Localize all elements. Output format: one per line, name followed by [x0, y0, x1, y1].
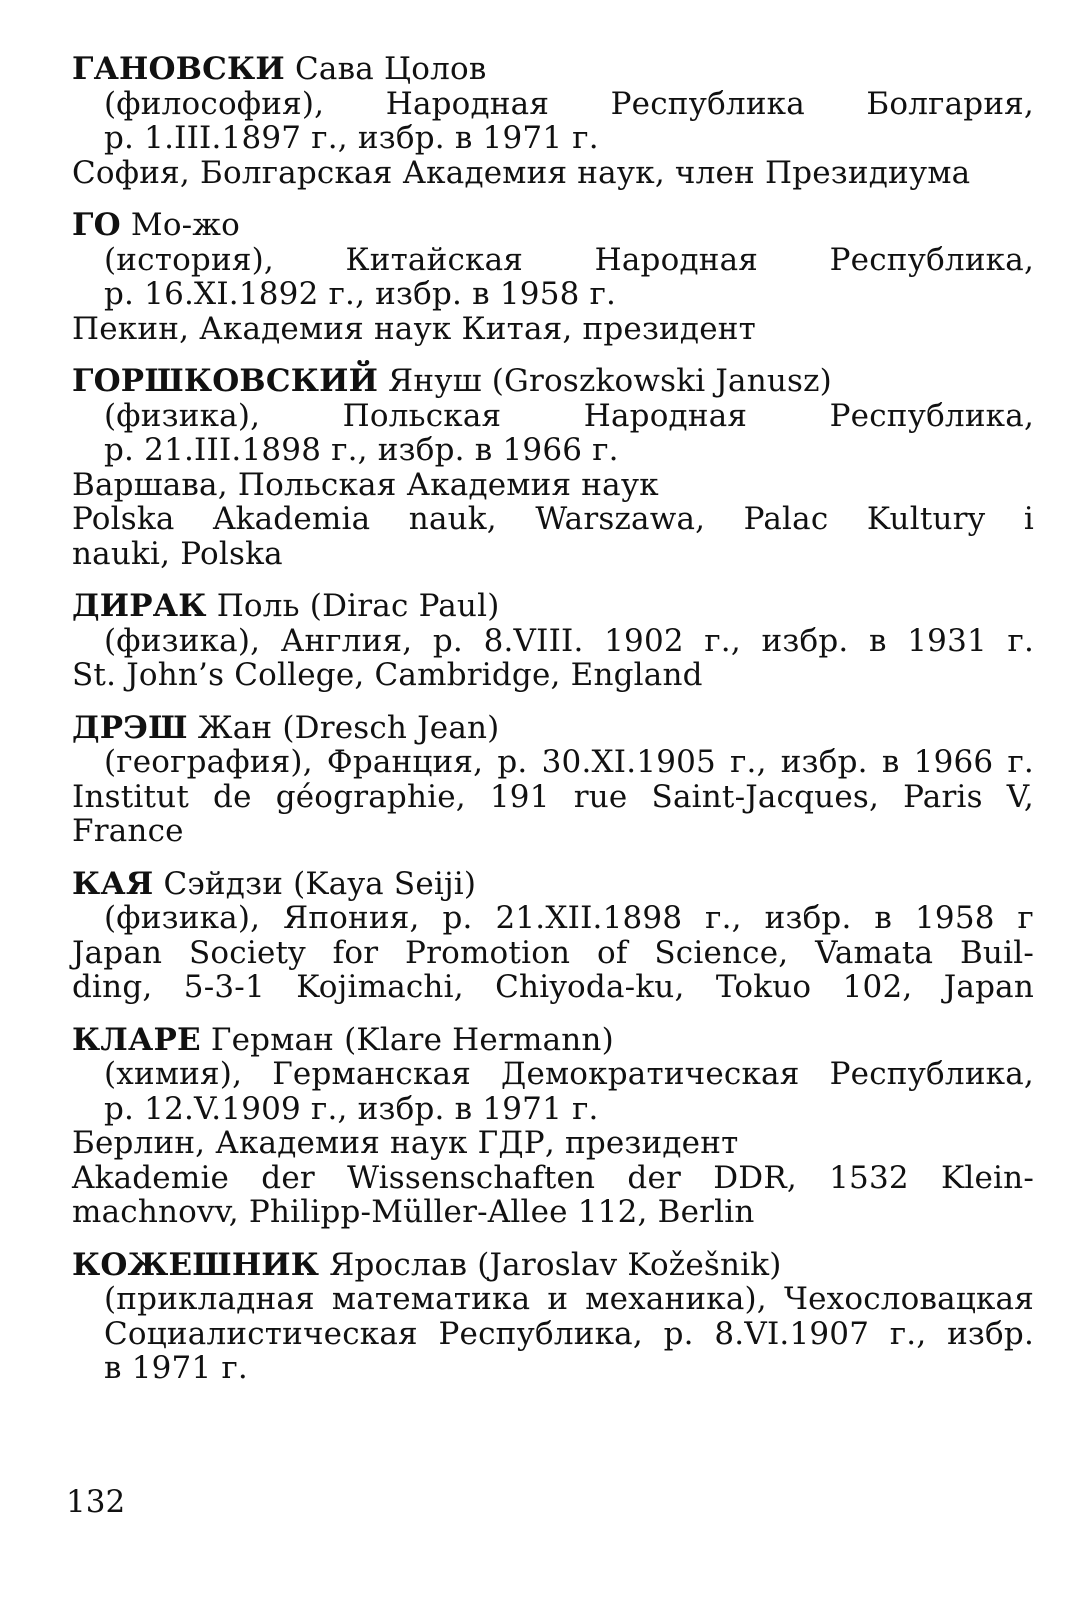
entry-surname: ДРЭШ	[72, 709, 188, 746]
entry-surname: ГО	[72, 207, 121, 243]
entry-field: (история), Китайская Народная Республика,	[104, 241, 1034, 278]
entry-address: Akademie der Wissenschaften der DDR, 1532 Klein-	[72, 1159, 1034, 1196]
entry-name: Януш (Groszkowski Janusz)	[388, 363, 832, 399]
entry-surname: КЛАРЕ	[72, 1021, 201, 1058]
entry-name: Ярослав (Jaroslav Kožešnik)	[329, 1246, 782, 1283]
entry-address: Пекин, Академия наук Китая, президент	[72, 310, 756, 347]
entry-surname: ГОРШКОВСКИЙ	[72, 363, 379, 399]
entry-name: Жан (Dresch Jean)	[197, 709, 500, 746]
entry-born: р. 12.V.1909 г., избр. в 1971 г.	[104, 1090, 599, 1127]
entry-address: St. John’s College, Cambridge, England	[72, 657, 703, 693]
entry-heading	[72, 589, 1034, 624]
entry-ganovski	[72, 52, 1034, 190]
entry-dirac	[72, 589, 1034, 693]
entry-address: nauki, Polska	[72, 535, 283, 572]
entry-name: Сава Цолов	[294, 51, 487, 87]
dictionary-page	[72, 52, 1034, 1404]
entry-name: Сэйдзи (Kaya Seiji)	[163, 865, 477, 902]
entry-address: France	[72, 813, 184, 849]
entry-born: в 1971 г.	[104, 1350, 248, 1386]
entry-field: (география), Франция, р. 30.XI.1905 г., избр. в 1966 г.	[104, 744, 1034, 780]
entry-born: р. 21.III.1898 г., избр. в 1966 г.	[104, 432, 619, 468]
entry-heading	[72, 208, 1034, 243]
entry-field: (химия), Германская Демократическая Республика,	[104, 1056, 1034, 1092]
entry-address: ding, 5-3-1 Kojimachi, Chiyoda-ku, Tokuo 102, Japan	[72, 969, 1034, 1005]
entry-born: р. 16.XI.1892 г., избр. в 1958 г.	[104, 276, 617, 312]
entry-heading	[72, 1248, 1034, 1283]
entry-surname: ДИРАК	[72, 588, 207, 624]
entry-heading	[72, 364, 1034, 399]
page-number: 132	[66, 1484, 126, 1520]
entry-address: Japan Society for Promotion of Science, Vamata Buil-	[72, 934, 1034, 971]
entry-field: (физика), Польская Народная Республика,	[104, 397, 1034, 434]
entry-heading	[72, 867, 1034, 902]
entry-name: Герман (Klare Hermann)	[210, 1021, 614, 1058]
entry-field: (философия), Народная Республика Болгария,	[104, 85, 1034, 122]
entry-name: Мо-жо	[130, 207, 240, 243]
entry-surname: КОЖЕШНИК	[72, 1246, 320, 1283]
entry-surname: КАЯ	[72, 865, 154, 902]
entry-address: Берлин, Академия наук ГДР, президент	[72, 1125, 739, 1161]
entry-go	[72, 208, 1034, 346]
entry-address: Institut de géographie, 191 rue Saint-Jacques, Paris V,	[72, 778, 1034, 815]
entry-field: (физика), Англия, р. 8.VIII. 1902 г., избр. в 1931 г.	[104, 622, 1034, 659]
entry-klare	[72, 1023, 1034, 1230]
entry-kaya	[72, 867, 1034, 1005]
entry-address: София, Болгарская Академия наук, член Президиума	[72, 154, 971, 191]
entry-field: Социалистическая Республика, р. 8.VI.1907 г., избр.	[104, 1315, 1034, 1352]
entry-address: Варшава, Польская Академия наук	[72, 466, 659, 503]
entry-dresch	[72, 711, 1034, 849]
entry-groszkowski	[72, 364, 1034, 571]
entry-kozesnik	[72, 1248, 1034, 1386]
entry-heading	[72, 1023, 1034, 1058]
entry-address: machnovv, Philipp-Müller-Allee 112, Berlin	[72, 1194, 755, 1230]
entry-field: (прикладная математика и механика), Чехословацкая	[104, 1281, 1034, 1317]
entry-heading	[72, 711, 1034, 746]
entry-heading	[72, 52, 1034, 87]
entry-address: Polska Akademia nauk, Warszawa, Palac Kultury i	[72, 501, 1034, 537]
entry-field: (физика), Япония, р. 21.XII.1898 г., избр. в 1958 г	[104, 900, 1034, 936]
entry-surname: ГАНОВСКИ	[72, 51, 285, 87]
entry-name: Поль (Dirac Paul)	[216, 588, 500, 624]
entry-born: р. 1.III.1897 г., избр. в 1971 г.	[104, 120, 599, 156]
